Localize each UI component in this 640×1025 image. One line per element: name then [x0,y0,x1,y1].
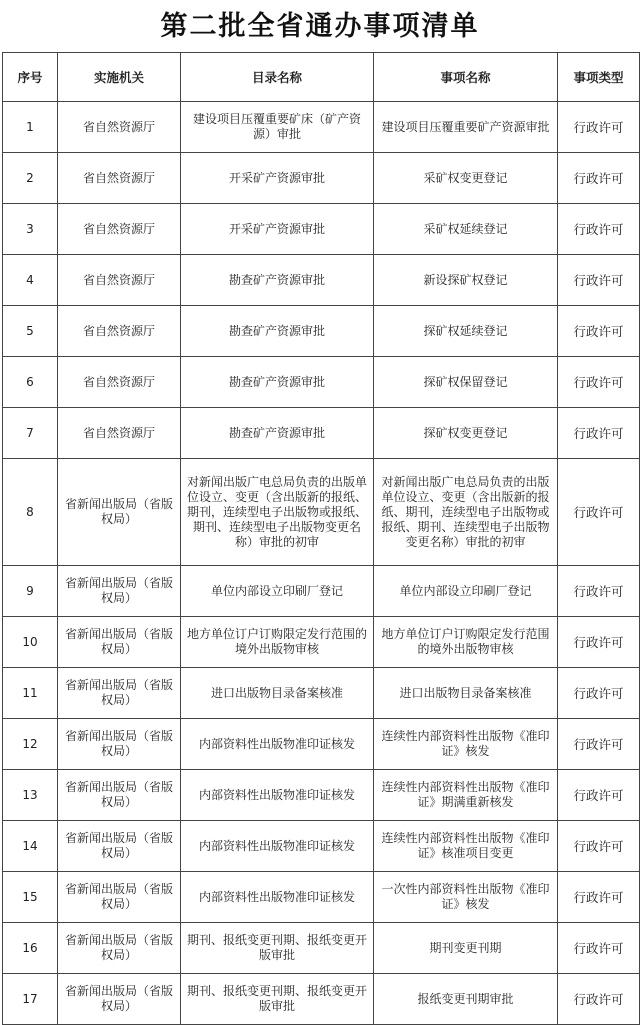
row-catalog: 单位内部设立印刷厂登记 [181,566,374,617]
row-item: 连续性内部资料性出版物《准印证》核准项目变更 [374,821,558,872]
row-index: 3 [3,204,58,255]
row-agency: 省新闻出版局（省版权局） [58,923,181,974]
row-type: 行政许可 [558,357,640,408]
row-index: 12 [3,719,58,770]
table-row [3,770,640,821]
row-agency: 省新闻出版局（省版权局） [58,668,181,719]
row-type: 行政许可 [558,255,640,306]
row-index: 4 [3,255,58,306]
table-row [3,719,640,770]
header-type: 事项类型 [558,53,640,102]
row-item: 建设项目压覆重要矿产资源审批 [374,102,558,153]
row-catalog: 开采矿产资源审批 [181,204,374,255]
row-type: 行政许可 [558,102,640,153]
table-row [3,153,640,204]
row-index: 1 [3,102,58,153]
row-type: 行政许可 [558,872,640,923]
row-catalog: 期刊、报纸变更刊期、报纸变更开版审批 [181,974,374,1025]
row-catalog: 勘查矿产资源审批 [181,357,374,408]
row-agency: 省新闻出版局（省版权局） [58,974,181,1025]
table-row [3,617,640,668]
row-index: 16 [3,923,58,974]
row-index: 10 [3,617,58,668]
row-agency: 省新闻出版局（省版权局） [58,617,181,668]
row-index: 7 [3,408,58,459]
row-catalog: 期刊、报纸变更刊期、报纸变更开版审批 [181,923,374,974]
row-item: 采矿权延续登记 [374,204,558,255]
row-catalog: 建设项目压覆重要矿床（矿产资源）审批 [181,102,374,153]
row-catalog: 对新闻出版广电总局负责的出版单位设立、变更（含出版新的报纸、期刊，连续型电子出版物或报纸、期刊、连续型电子出版物变更名称）审批的初审 [181,459,374,566]
table-row [3,102,640,153]
row-catalog: 地方单位订户订购限定发行范围的境外出版物审核 [181,617,374,668]
table-row [3,204,640,255]
row-index: 14 [3,821,58,872]
table-row [3,974,640,1025]
row-item: 探矿权变更登记 [374,408,558,459]
row-agency: 省自然资源厅 [58,153,181,204]
row-catalog: 勘查矿产资源审批 [181,306,374,357]
row-type: 行政许可 [558,566,640,617]
row-item: 一次性内部资料性出版物《准印证》核发 [374,872,558,923]
row-item: 对新闻出版广电总局负责的出版单位设立、变更（含出版新的报纸、期刊，连续型电子出版物或报纸、期刊、连续型电子出版物变更名称）审批的初审 [374,459,558,566]
table-row [3,566,640,617]
row-catalog: 内部资料性出版物准印证核发 [181,821,374,872]
row-type: 行政许可 [558,204,640,255]
row-index: 2 [3,153,58,204]
row-item: 新设探矿权登记 [374,255,558,306]
table-row [3,357,640,408]
row-type: 行政许可 [558,770,640,821]
header-catalog: 目录名称 [181,53,374,102]
row-type: 行政许可 [558,617,640,668]
row-index: 15 [3,872,58,923]
row-index: 5 [3,306,58,357]
table-row [3,668,640,719]
table-row [3,459,640,566]
table-row [3,923,640,974]
row-agency: 省新闻出版局（省版权局） [58,566,181,617]
row-item: 进口出版物目录备案核准 [374,668,558,719]
row-catalog: 开采矿产资源审批 [181,153,374,204]
header-item: 事项名称 [374,53,558,102]
header-agency: 实施机关 [58,53,181,102]
row-type: 行政许可 [558,153,640,204]
row-type: 行政许可 [558,974,640,1025]
row-item: 地方单位订户订购限定发行范围的境外出版物审核 [374,617,558,668]
row-agency: 省自然资源厅 [58,408,181,459]
page-title: 第二批全省通办事项清单 [160,11,480,42]
row-catalog: 进口出版物目录备案核准 [181,668,374,719]
table-row [3,872,640,923]
table-row [3,821,640,872]
row-agency: 省新闻出版局（省版权局） [58,459,181,566]
items-table [2,52,640,1025]
row-type: 行政许可 [558,719,640,770]
row-agency: 省自然资源厅 [58,255,181,306]
row-index: 17 [3,974,58,1025]
row-type: 行政许可 [558,306,640,357]
row-agency: 省自然资源厅 [58,306,181,357]
row-type: 行政许可 [558,923,640,974]
row-catalog: 内部资料性出版物准印证核发 [181,872,374,923]
row-index: 9 [3,566,58,617]
row-item: 连续性内部资料性出版物《准印证》期满重新核发 [374,770,558,821]
row-type: 行政许可 [558,459,640,566]
row-item: 单位内部设立印刷厂登记 [374,566,558,617]
row-catalog: 勘查矿产资源审批 [181,255,374,306]
table-header-row [3,53,640,102]
row-type: 行政许可 [558,821,640,872]
row-type: 行政许可 [558,668,640,719]
table-row [3,255,640,306]
row-agency: 省新闻出版局（省版权局） [58,821,181,872]
row-agency: 省新闻出版局（省版权局） [58,872,181,923]
row-agency: 省新闻出版局（省版权局） [58,770,181,821]
table-row [3,306,640,357]
row-agency: 省新闻出版局（省版权局） [58,719,181,770]
row-agency: 省自然资源厅 [58,102,181,153]
row-item: 期刊变更刊期 [374,923,558,974]
row-item: 探矿权保留登记 [374,357,558,408]
row-catalog: 内部资料性出版物准印证核发 [181,770,374,821]
row-agency: 省自然资源厅 [58,357,181,408]
row-item: 探矿权延续登记 [374,306,558,357]
row-index: 6 [3,357,58,408]
row-catalog: 勘查矿产资源审批 [181,408,374,459]
row-catalog: 内部资料性出版物准印证核发 [181,719,374,770]
row-item: 报纸变更刊期审批 [374,974,558,1025]
row-item: 连续性内部资料性出版物《准印证》核发 [374,719,558,770]
row-item: 采矿权变更登记 [374,153,558,204]
row-index: 13 [3,770,58,821]
header-index: 序号 [3,53,58,102]
row-type: 行政许可 [558,408,640,459]
row-index: 8 [3,459,58,566]
row-index: 11 [3,668,58,719]
row-agency: 省自然资源厅 [58,204,181,255]
table-row [3,408,640,459]
